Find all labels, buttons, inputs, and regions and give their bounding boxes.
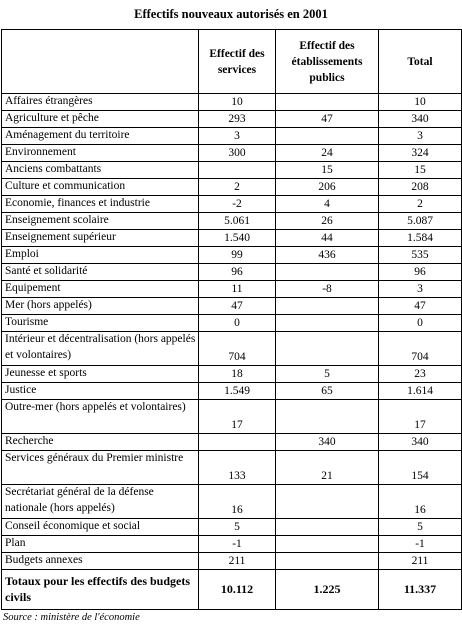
header-row (2, 30, 462, 94)
header-total: Total (379, 30, 462, 94)
table-row (2, 94, 462, 111)
total-cell: -1 (379, 536, 462, 553)
services-cell: -2 (199, 196, 276, 213)
total-cell: 47 (379, 298, 462, 315)
row-label: Equipement (2, 281, 199, 298)
services-cell: 704 (199, 332, 276, 366)
etablissements-cell: 4 (276, 196, 379, 213)
services-cell: -1 (199, 536, 276, 553)
etablissements-cell (276, 536, 379, 553)
total-cell: 1.614 (379, 383, 462, 400)
table-row (2, 196, 462, 213)
services-cell: 17 (199, 400, 276, 434)
row-label: Justice (2, 383, 199, 400)
row-label: Tourisme (2, 315, 199, 332)
etablissements-cell (276, 315, 379, 332)
etablissements-cell: 26 (276, 213, 379, 230)
table-row (2, 128, 462, 145)
services-cell: 300 (199, 145, 276, 162)
row-label: Economie, finances et industrie (2, 196, 199, 213)
etablissements-cell: 24 (276, 145, 379, 162)
table-row (2, 162, 462, 179)
row-label: Agriculture et pêche (2, 111, 199, 128)
etablissements-cell (276, 332, 379, 366)
table-body (2, 94, 462, 610)
etablissements-cell: 21 (276, 451, 379, 485)
row-label: Intérieur et décentralisation (hors appelés et volontaires) (2, 332, 199, 366)
total-cell: 535 (379, 247, 462, 264)
services-cell: 2 (199, 179, 276, 196)
total-cell: 1.584 (379, 230, 462, 247)
table-row (2, 434, 462, 451)
services-cell: 3 (199, 128, 276, 145)
services-cell: 18 (199, 366, 276, 383)
total-cell: 15 (379, 162, 462, 179)
etablissements-cell: 47 (276, 111, 379, 128)
table-row (2, 247, 462, 264)
etablissements-cell (276, 553, 379, 570)
services-cell: 16 (199, 485, 276, 519)
totals-total: 11.337 (379, 570, 462, 610)
total-cell: 10 (379, 94, 462, 111)
services-cell (199, 162, 276, 179)
services-cell: 47 (199, 298, 276, 315)
table-row (2, 383, 462, 400)
row-label: Affaires étrangères (2, 94, 199, 111)
totals-label: Totaux pour les effectifs des budgets civils (2, 570, 199, 610)
total-cell: 3 (379, 281, 462, 298)
services-cell: 293 (199, 111, 276, 128)
row-label: Environnement (2, 145, 199, 162)
table-row (2, 315, 462, 332)
etablissements-cell: 436 (276, 247, 379, 264)
etablissements-cell: 5 (276, 366, 379, 383)
row-label: Outre-mer (hors appelés et volontaires) (2, 400, 199, 434)
row-label: Conseil économique et social (2, 519, 199, 536)
services-cell: 133 (199, 451, 276, 485)
row-label: Plan (2, 536, 199, 553)
services-cell: 99 (199, 247, 276, 264)
etablissements-cell: -8 (276, 281, 379, 298)
table-row (2, 298, 462, 315)
services-cell: 96 (199, 264, 276, 281)
services-cell: 1.549 (199, 383, 276, 400)
table-row (2, 264, 462, 281)
row-label: Emploi (2, 247, 199, 264)
services-cell: 5 (199, 519, 276, 536)
total-cell: 154 (379, 451, 462, 485)
table-row (2, 111, 462, 128)
row-label: Jeunesse et sports (2, 366, 199, 383)
table-row (2, 451, 462, 485)
table-row (2, 536, 462, 553)
total-cell: 16 (379, 485, 462, 519)
table-row (2, 213, 462, 230)
row-label: Santé et solidarité (2, 264, 199, 281)
row-label: Mer (hors appelés) (2, 298, 199, 315)
row-label: Culture et communication (2, 179, 199, 196)
total-cell: 0 (379, 315, 462, 332)
etablissements-cell: 340 (276, 434, 379, 451)
services-cell: 1.540 (199, 230, 276, 247)
row-label: Secrétariat général de la défense nationale (hors appelés) (2, 485, 199, 519)
services-cell: 10 (199, 94, 276, 111)
table-row (2, 145, 462, 162)
totals-row (2, 570, 462, 610)
totals-etablissements: 1.225 (276, 570, 379, 610)
etablissements-cell: 15 (276, 162, 379, 179)
total-cell: 324 (379, 145, 462, 162)
etablissements-cell (276, 298, 379, 315)
row-label: Budgets annexes (2, 553, 199, 570)
row-label: Enseignement supérieur (2, 230, 199, 247)
table-row (2, 332, 462, 366)
etablissements-cell: 206 (276, 179, 379, 196)
header-label (2, 30, 199, 94)
header-services: Effectif des services (199, 30, 276, 94)
etablissements-cell (276, 94, 379, 111)
total-cell: 340 (379, 434, 462, 451)
totals-services: 10.112 (199, 570, 276, 610)
total-cell: 5.087 (379, 213, 462, 230)
total-cell: 23 (379, 366, 462, 383)
total-cell: 208 (379, 179, 462, 196)
services-cell (199, 434, 276, 451)
table-row (2, 485, 462, 519)
services-cell: 211 (199, 553, 276, 570)
total-cell: 5 (379, 519, 462, 536)
total-cell: 17 (379, 400, 462, 434)
services-cell: 11 (199, 281, 276, 298)
header-etablissements: Effectif des établissements publics (276, 30, 379, 94)
row-label: Aménagement du territoire (2, 128, 199, 145)
row-label: Recherche (2, 434, 199, 451)
table-title: Effectifs nouveaux autorisés en 2001 (134, 7, 328, 21)
total-cell: 2 (379, 196, 462, 213)
etablissements-cell (276, 128, 379, 145)
row-label: Enseignement scolaire (2, 213, 199, 230)
total-cell: 3 (379, 128, 462, 145)
etablissements-cell (276, 485, 379, 519)
table-row (2, 281, 462, 298)
total-cell: 211 (379, 553, 462, 570)
row-label: Services généraux du Premier ministre (2, 451, 199, 485)
total-cell: 96 (379, 264, 462, 281)
total-cell: 704 (379, 332, 462, 366)
total-cell: 340 (379, 111, 462, 128)
table-row (2, 179, 462, 196)
table-row (2, 519, 462, 536)
etablissements-cell: 65 (276, 383, 379, 400)
etablissements-cell (276, 400, 379, 434)
table-row (2, 553, 462, 570)
table-row (2, 230, 462, 247)
services-cell: 5.061 (199, 213, 276, 230)
table-row (2, 400, 462, 434)
etablissements-cell (276, 264, 379, 281)
services-cell: 0 (199, 315, 276, 332)
row-label: Anciens combattants (2, 162, 199, 179)
etablissements-cell: 44 (276, 230, 379, 247)
etablissements-cell (276, 519, 379, 536)
table-row (2, 366, 462, 383)
effectifs-table (1, 29, 462, 610)
source-note: Source : ministère de l'économie (3, 612, 140, 623)
